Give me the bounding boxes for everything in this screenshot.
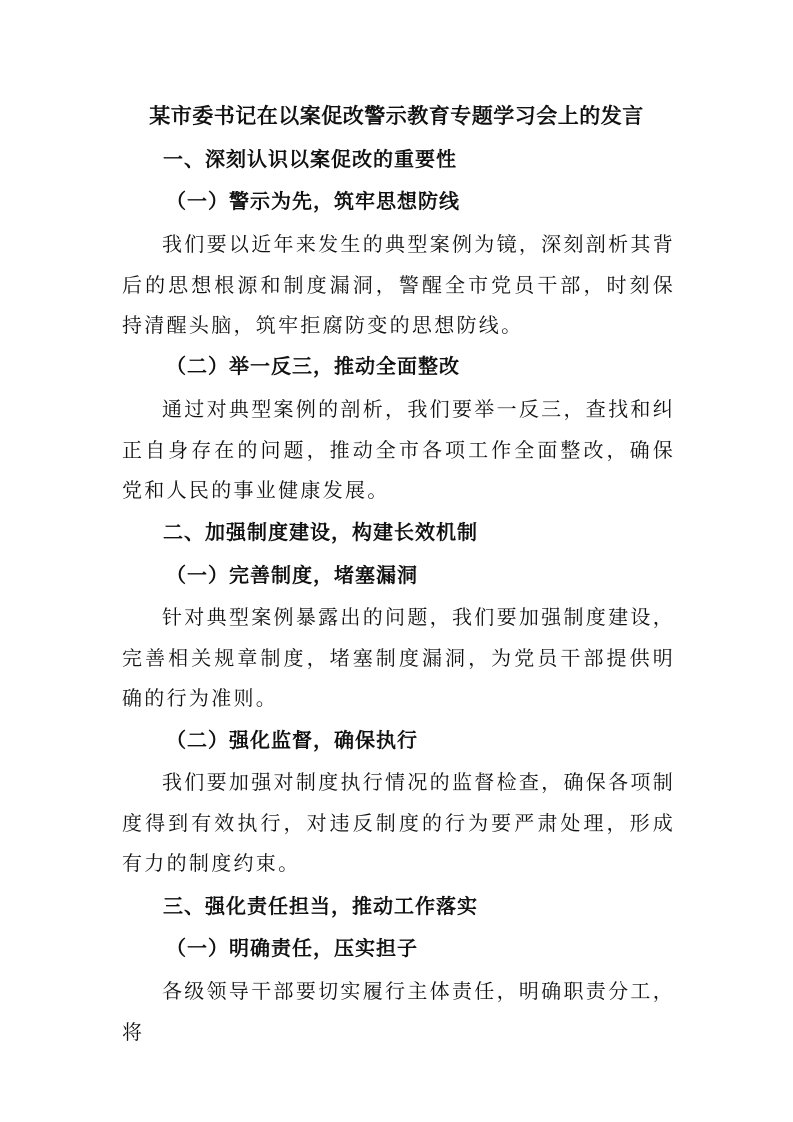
paragraph-1-1: 我们要以近年来发生的典型案例为镜，深刻剖析其背后的思想根源和制度漏洞，警醒全市党员干部，时刻保持清醒头脑，筑牢拒腐防变的思想防线。	[122, 232, 675, 337]
subsection-heading-2-1: （一）完善制度，堵塞漏洞	[166, 563, 418, 587]
subsection-heading-1-1: （一）警示为先，筑牢思想防线	[166, 189, 460, 213]
paragraph-2-1: 针对典型案例暴露出的问题，我们要加强制度建设，完善相关规章制度，堵塞制度漏洞，为党员干部提供明确的行为准则。	[122, 605, 675, 710]
subsection-heading-1-2: （二）举一反三，推动全面整改	[166, 354, 460, 378]
section-heading-2: 二、加强制度建设，构建长效机制	[163, 520, 478, 544]
subsection-heading-2-2: （二）强化监督，确保执行	[166, 728, 418, 752]
subsection-heading-3-1: （一）明确责任，压实担子	[166, 936, 418, 960]
paragraph-3-1: 各级领导干部要切实履行主体责任，明确职责分工，将	[122, 979, 675, 1044]
section-heading-1: 一、深刻认识以案促改的重要性	[163, 147, 457, 171]
section-heading-3: 三、强化责任担当，推动工作落实	[163, 894, 478, 918]
paragraph-1-2: 通过对典型案例的剖析，我们要举一反三，查找和纠正自身存在的问题，推动全市各项工作全面整改，确保党和人民的事业健康发展。	[122, 397, 675, 502]
page-title: 某市委书记在以案促改警示教育专题学习会上的发言	[149, 104, 644, 128]
paragraph-2-2: 我们要加强对制度执行情况的监督检查，确保各项制度得到有效执行，对违反制度的行为要严肃处理，形成有力的制度约束。	[122, 770, 675, 875]
